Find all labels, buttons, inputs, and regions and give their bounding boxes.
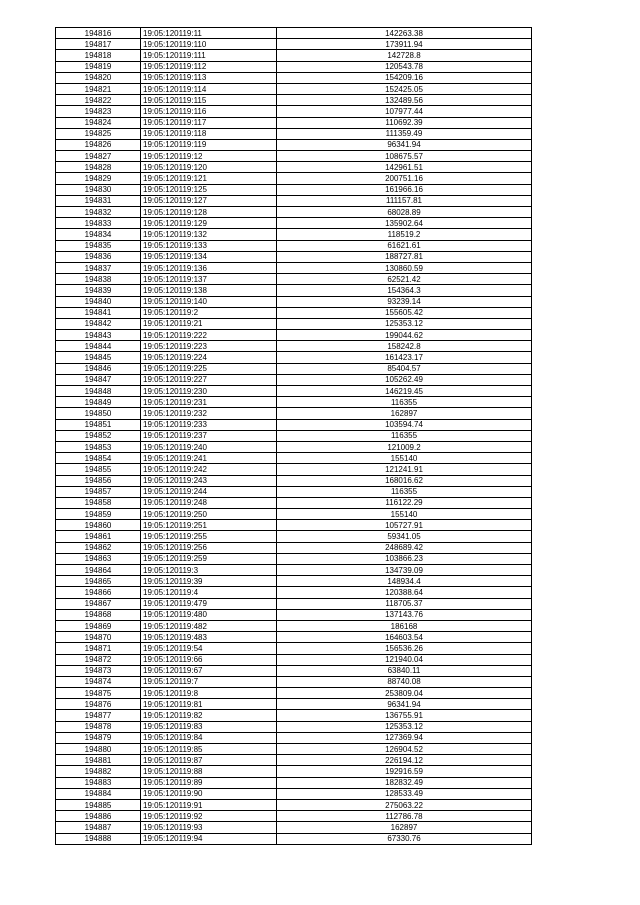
- cadastral-number-cell: 19:05:120119:128: [141, 207, 277, 218]
- row-id-cell: 194862: [56, 542, 141, 553]
- cadastral-number-cell: 19:05:120119:250: [141, 509, 277, 520]
- cadastral-number-cell: 19:05:120119:83: [141, 721, 277, 732]
- cadastral-number-cell: 19:05:120119:92: [141, 811, 277, 822]
- value-cell: 137143.76: [277, 609, 532, 620]
- table-row: [56, 721, 532, 732]
- table-row: [56, 274, 532, 285]
- value-cell: 199044.62: [277, 330, 532, 341]
- cadastral-number-cell: 19:05:120119:483: [141, 632, 277, 643]
- row-id-cell: 194846: [56, 363, 141, 374]
- table-row: [56, 184, 532, 195]
- value-cell: 59341.05: [277, 531, 532, 542]
- row-id-cell: 194885: [56, 799, 141, 810]
- value-cell: 161423.17: [277, 352, 532, 363]
- cadastral-number-cell: 19:05:120119:480: [141, 609, 277, 620]
- table-row: [56, 520, 532, 531]
- value-cell: 192916.59: [277, 766, 532, 777]
- cadastral-number-cell: 19:05:120119:11: [141, 28, 277, 39]
- row-id-cell: 194827: [56, 151, 141, 162]
- row-id-cell: 194883: [56, 777, 141, 788]
- cadastral-number-cell: 19:05:120119:225: [141, 363, 277, 374]
- value-cell: 155605.42: [277, 307, 532, 318]
- cadastral-number-cell: 19:05:120119:21: [141, 318, 277, 329]
- value-cell: 142263.38: [277, 28, 532, 39]
- table-row: [56, 408, 532, 419]
- table-row: [56, 318, 532, 329]
- value-cell: 111157.81: [277, 195, 532, 206]
- value-cell: 116122.29: [277, 497, 532, 508]
- row-id-cell: 194850: [56, 408, 141, 419]
- row-id-cell: 194838: [56, 274, 141, 285]
- value-cell: 118705.37: [277, 598, 532, 609]
- row-id-cell: 194841: [56, 307, 141, 318]
- cadastral-number-cell: 19:05:120119:7: [141, 676, 277, 687]
- table-row: [56, 632, 532, 643]
- table-row: [56, 162, 532, 173]
- value-cell: 136755.91: [277, 710, 532, 721]
- value-cell: 155140: [277, 453, 532, 464]
- cadastral-number-cell: 19:05:120119:116: [141, 106, 277, 117]
- cadastral-number-cell: 19:05:120119:119: [141, 139, 277, 150]
- value-cell: 125353.12: [277, 318, 532, 329]
- table-row: [56, 788, 532, 799]
- value-cell: 134739.09: [277, 565, 532, 576]
- value-cell: 130860.59: [277, 262, 532, 273]
- row-id-cell: 194868: [56, 609, 141, 620]
- row-id-cell: 194874: [56, 676, 141, 687]
- value-cell: 253809.04: [277, 688, 532, 699]
- cadastral-number-cell: 19:05:120119:81: [141, 699, 277, 710]
- value-cell: 110692.39: [277, 117, 532, 128]
- cadastral-number-cell: 19:05:120119:82: [141, 710, 277, 721]
- table-row: [56, 39, 532, 50]
- value-cell: 182832.49: [277, 777, 532, 788]
- cadastral-number-cell: 19:05:120119:67: [141, 665, 277, 676]
- cadastral-number-cell: 19:05:120119:227: [141, 374, 277, 385]
- row-id-cell: 194837: [56, 262, 141, 273]
- value-cell: 200751.16: [277, 173, 532, 184]
- table-row: [56, 173, 532, 184]
- row-id-cell: 194877: [56, 710, 141, 721]
- table-row: [56, 285, 532, 296]
- value-cell: 155140: [277, 509, 532, 520]
- cadastral-number-cell: 19:05:120119:231: [141, 397, 277, 408]
- table-row: [56, 766, 532, 777]
- cadastral-number-cell: 19:05:120119:129: [141, 218, 277, 229]
- cadastral-number-cell: 19:05:120119:117: [141, 117, 277, 128]
- row-id-cell: 194870: [56, 632, 141, 643]
- row-id-cell: 194842: [56, 318, 141, 329]
- cadastral-number-cell: 19:05:120119:136: [141, 262, 277, 273]
- data-table: [55, 27, 532, 845]
- table-row: [56, 553, 532, 564]
- value-cell: 125353.12: [277, 721, 532, 732]
- table-row: [56, 352, 532, 363]
- table-row: [56, 453, 532, 464]
- cadastral-number-cell: 19:05:120119:121: [141, 173, 277, 184]
- table-row: [56, 117, 532, 128]
- value-cell: 162897: [277, 408, 532, 419]
- table-row: [56, 509, 532, 520]
- row-id-cell: 194855: [56, 464, 141, 475]
- table-row: [56, 833, 532, 844]
- table-row: [56, 386, 532, 397]
- value-cell: 67330.76: [277, 833, 532, 844]
- value-cell: 168016.62: [277, 475, 532, 486]
- table-row: [56, 699, 532, 710]
- table-row: [56, 151, 532, 162]
- table-row: [56, 441, 532, 452]
- cadastral-number-cell: 19:05:120119:3: [141, 565, 277, 576]
- row-id-cell: 194817: [56, 39, 141, 50]
- cadastral-number-cell: 19:05:120119:118: [141, 128, 277, 139]
- row-id-cell: 194851: [56, 419, 141, 430]
- table-row: [56, 755, 532, 766]
- row-id-cell: 194888: [56, 833, 141, 844]
- table-row: [56, 676, 532, 687]
- cadastral-number-cell: 19:05:120119:138: [141, 285, 277, 296]
- cadastral-number-cell: 19:05:120119:133: [141, 240, 277, 251]
- value-cell: 188727.81: [277, 251, 532, 262]
- table-row: [56, 497, 532, 508]
- cadastral-number-cell: 19:05:120119:233: [141, 419, 277, 430]
- cadastral-number-cell: 19:05:120119:89: [141, 777, 277, 788]
- table-row: [56, 50, 532, 61]
- row-id-cell: 194860: [56, 520, 141, 531]
- value-cell: 85404.57: [277, 363, 532, 374]
- value-cell: 121241.91: [277, 464, 532, 475]
- row-id-cell: 194824: [56, 117, 141, 128]
- value-cell: 127369.94: [277, 732, 532, 743]
- cadastral-number-cell: 19:05:120119:222: [141, 330, 277, 341]
- row-id-cell: 194871: [56, 643, 141, 654]
- value-cell: 248689.42: [277, 542, 532, 553]
- row-id-cell: 194825: [56, 128, 141, 139]
- table-row: [56, 542, 532, 553]
- table-row: [56, 643, 532, 654]
- cadastral-number-cell: 19:05:120119:242: [141, 464, 277, 475]
- table-row: [56, 229, 532, 240]
- cadastral-number-cell: 19:05:120119:134: [141, 251, 277, 262]
- value-cell: 173911.94: [277, 39, 532, 50]
- table-row: [56, 430, 532, 441]
- table-row: [56, 139, 532, 150]
- value-cell: 96341.94: [277, 139, 532, 150]
- row-id-cell: 194884: [56, 788, 141, 799]
- cadastral-number-cell: 19:05:120119:127: [141, 195, 277, 206]
- row-id-cell: 194863: [56, 553, 141, 564]
- table-row: [56, 822, 532, 833]
- value-cell: 226194.12: [277, 755, 532, 766]
- table-row: [56, 240, 532, 251]
- value-cell: 158242.8: [277, 341, 532, 352]
- cadastral-number-cell: 19:05:120119:8: [141, 688, 277, 699]
- table-row: [56, 251, 532, 262]
- row-id-cell: 194833: [56, 218, 141, 229]
- value-cell: 121009.2: [277, 441, 532, 452]
- cadastral-number-cell: 19:05:120119:243: [141, 475, 277, 486]
- row-id-cell: 194848: [56, 386, 141, 397]
- table-row: [56, 531, 532, 542]
- row-id-cell: 194839: [56, 285, 141, 296]
- table-row: [56, 620, 532, 631]
- value-cell: 156536.26: [277, 643, 532, 654]
- table-row: [56, 363, 532, 374]
- row-id-cell: 194844: [56, 341, 141, 352]
- row-id-cell: 194836: [56, 251, 141, 262]
- value-cell: 61621.61: [277, 240, 532, 251]
- value-cell: 146219.45: [277, 386, 532, 397]
- table-row: [56, 307, 532, 318]
- row-id-cell: 194847: [56, 374, 141, 385]
- value-cell: 105727.91: [277, 520, 532, 531]
- value-cell: 120543.78: [277, 61, 532, 72]
- table-row: [56, 195, 532, 206]
- cadastral-number-cell: 19:05:120119:137: [141, 274, 277, 285]
- row-id-cell: 194820: [56, 72, 141, 83]
- value-cell: 162897: [277, 822, 532, 833]
- value-cell: 103866.23: [277, 553, 532, 564]
- value-cell: 120388.64: [277, 587, 532, 598]
- row-id-cell: 194853: [56, 441, 141, 452]
- value-cell: 63840.11: [277, 665, 532, 676]
- table-row: [56, 374, 532, 385]
- table-row: [56, 83, 532, 94]
- cadastral-number-cell: 19:05:120119:259: [141, 553, 277, 564]
- row-id-cell: 194879: [56, 732, 141, 743]
- value-cell: 103594.74: [277, 419, 532, 430]
- row-id-cell: 194872: [56, 654, 141, 665]
- row-id-cell: 194887: [56, 822, 141, 833]
- value-cell: 96341.94: [277, 699, 532, 710]
- value-cell: 118519.2: [277, 229, 532, 240]
- cadastral-number-cell: 19:05:120119:88: [141, 766, 277, 777]
- value-cell: 161966.16: [277, 184, 532, 195]
- cadastral-number-cell: 19:05:120119:255: [141, 531, 277, 542]
- value-cell: 186168: [277, 620, 532, 631]
- value-cell: 105262.49: [277, 374, 532, 385]
- table-row: [56, 296, 532, 307]
- value-cell: 121940.04: [277, 654, 532, 665]
- cadastral-number-cell: 19:05:120119:112: [141, 61, 277, 72]
- cadastral-number-cell: 19:05:120119:132: [141, 229, 277, 240]
- row-id-cell: 194818: [56, 50, 141, 61]
- table-row: [56, 95, 532, 106]
- cadastral-number-cell: 19:05:120119:84: [141, 732, 277, 743]
- cadastral-number-cell: 19:05:120119:241: [141, 453, 277, 464]
- row-id-cell: 194826: [56, 139, 141, 150]
- value-cell: 142728.8: [277, 50, 532, 61]
- row-id-cell: 194869: [56, 620, 141, 631]
- table-row: [56, 218, 532, 229]
- row-id-cell: 194858: [56, 497, 141, 508]
- cadastral-number-cell: 19:05:120119:2: [141, 307, 277, 318]
- value-cell: 154364.3: [277, 285, 532, 296]
- table-row: [56, 341, 532, 352]
- cadastral-number-cell: 19:05:120119:94: [141, 833, 277, 844]
- table-row: [56, 106, 532, 117]
- cadastral-number-cell: 19:05:120119:113: [141, 72, 277, 83]
- cadastral-number-cell: 19:05:120119:237: [141, 430, 277, 441]
- cadastral-number-cell: 19:05:120119:248: [141, 497, 277, 508]
- value-cell: 152425.05: [277, 83, 532, 94]
- table-row: [56, 475, 532, 486]
- row-id-cell: 194866: [56, 587, 141, 598]
- table-row: [56, 654, 532, 665]
- table-row: [56, 744, 532, 755]
- value-cell: 164603.54: [277, 632, 532, 643]
- row-id-cell: 194831: [56, 195, 141, 206]
- cadastral-number-cell: 19:05:120119:114: [141, 83, 277, 94]
- row-id-cell: 194834: [56, 229, 141, 240]
- table-row: [56, 61, 532, 72]
- table-row: [56, 799, 532, 810]
- table-row: [56, 587, 532, 598]
- table-row: [56, 609, 532, 620]
- row-id-cell: 194861: [56, 531, 141, 542]
- row-id-cell: 194878: [56, 721, 141, 732]
- cadastral-number-cell: 19:05:120119:125: [141, 184, 277, 195]
- value-cell: 116355: [277, 397, 532, 408]
- row-id-cell: 194840: [56, 296, 141, 307]
- table-row: [56, 665, 532, 676]
- value-cell: 116355: [277, 430, 532, 441]
- table-row: [56, 72, 532, 83]
- table-row: [56, 207, 532, 218]
- row-id-cell: 194843: [56, 330, 141, 341]
- value-cell: 275063.22: [277, 799, 532, 810]
- cadastral-number-cell: 19:05:120119:85: [141, 744, 277, 755]
- row-id-cell: 194876: [56, 699, 141, 710]
- cadastral-number-cell: 19:05:120119:66: [141, 654, 277, 665]
- table-row: [56, 565, 532, 576]
- row-id-cell: 194856: [56, 475, 141, 486]
- row-id-cell: 194854: [56, 453, 141, 464]
- value-cell: 116355: [277, 486, 532, 497]
- table-row: [56, 397, 532, 408]
- cadastral-number-cell: 19:05:120119:111: [141, 50, 277, 61]
- table-row: [56, 732, 532, 743]
- value-cell: 108675.57: [277, 151, 532, 162]
- table-row: [56, 262, 532, 273]
- row-id-cell: 194829: [56, 173, 141, 184]
- table-row: [56, 688, 532, 699]
- table-row: [56, 486, 532, 497]
- value-cell: 93239.14: [277, 296, 532, 307]
- row-id-cell: 194859: [56, 509, 141, 520]
- row-id-cell: 194828: [56, 162, 141, 173]
- row-id-cell: 194880: [56, 744, 141, 755]
- cadastral-number-cell: 19:05:120119:244: [141, 486, 277, 497]
- table-row: [56, 330, 532, 341]
- table-row: [56, 811, 532, 822]
- value-cell: 126904.52: [277, 744, 532, 755]
- row-id-cell: 194822: [56, 95, 141, 106]
- row-id-cell: 194881: [56, 755, 141, 766]
- cadastral-number-cell: 19:05:120119:240: [141, 441, 277, 452]
- cadastral-number-cell: 19:05:120119:54: [141, 643, 277, 654]
- value-cell: 88740.08: [277, 676, 532, 687]
- cadastral-number-cell: 19:05:120119:223: [141, 341, 277, 352]
- cadastral-number-cell: 19:05:120119:87: [141, 755, 277, 766]
- value-cell: 135902.64: [277, 218, 532, 229]
- cadastral-number-cell: 19:05:120119:224: [141, 352, 277, 363]
- value-cell: 148934.4: [277, 576, 532, 587]
- row-id-cell: 194835: [56, 240, 141, 251]
- row-id-cell: 194886: [56, 811, 141, 822]
- cadastral-number-cell: 19:05:120119:93: [141, 822, 277, 833]
- row-id-cell: 194816: [56, 28, 141, 39]
- cadastral-number-cell: 19:05:120119:120: [141, 162, 277, 173]
- row-id-cell: 194823: [56, 106, 141, 117]
- cadastral-number-cell: 19:05:120119:90: [141, 788, 277, 799]
- table-row: [56, 576, 532, 587]
- table-row: [56, 710, 532, 721]
- row-id-cell: 194852: [56, 430, 141, 441]
- value-cell: 111359.49: [277, 128, 532, 139]
- table-row: [56, 777, 532, 788]
- table-row: [56, 598, 532, 609]
- value-cell: 107977.44: [277, 106, 532, 117]
- cadastral-number-cell: 19:05:120119:230: [141, 386, 277, 397]
- row-id-cell: 194867: [56, 598, 141, 609]
- value-cell: 154209.16: [277, 72, 532, 83]
- row-id-cell: 194845: [56, 352, 141, 363]
- value-cell: 132489.56: [277, 95, 532, 106]
- value-cell: 68028.89: [277, 207, 532, 218]
- value-cell: 128533.49: [277, 788, 532, 799]
- value-cell: 62521.42: [277, 274, 532, 285]
- row-id-cell: 194865: [56, 576, 141, 587]
- value-cell: 112786.78: [277, 811, 532, 822]
- cadastral-number-cell: 19:05:120119:479: [141, 598, 277, 609]
- row-id-cell: 194873: [56, 665, 141, 676]
- cadastral-number-cell: 19:05:120119:251: [141, 520, 277, 531]
- table-row: [56, 464, 532, 475]
- table-row: [56, 28, 532, 39]
- cadastral-number-cell: 19:05:120119:115: [141, 95, 277, 106]
- cadastral-number-cell: 19:05:120119:12: [141, 151, 277, 162]
- cadastral-number-cell: 19:05:120119:140: [141, 296, 277, 307]
- row-id-cell: 194864: [56, 565, 141, 576]
- row-id-cell: 194832: [56, 207, 141, 218]
- table-row: [56, 419, 532, 430]
- row-id-cell: 194857: [56, 486, 141, 497]
- cadastral-number-cell: 19:05:120119:91: [141, 799, 277, 810]
- row-id-cell: 194821: [56, 83, 141, 94]
- row-id-cell: 194882: [56, 766, 141, 777]
- cadastral-number-cell: 19:05:120119:232: [141, 408, 277, 419]
- cadastral-number-cell: 19:05:120119:39: [141, 576, 277, 587]
- row-id-cell: 194875: [56, 688, 141, 699]
- cadastral-number-cell: 19:05:120119:482: [141, 620, 277, 631]
- cadastral-number-cell: 19:05:120119:110: [141, 39, 277, 50]
- row-id-cell: 194819: [56, 61, 141, 72]
- value-cell: 142961.51: [277, 162, 532, 173]
- row-id-cell: 194830: [56, 184, 141, 195]
- row-id-cell: 194849: [56, 397, 141, 408]
- cadastral-number-cell: 19:05:120119:256: [141, 542, 277, 553]
- cadastral-number-cell: 19:05:120119:4: [141, 587, 277, 598]
- table-body: [56, 28, 532, 845]
- table-row: [56, 128, 532, 139]
